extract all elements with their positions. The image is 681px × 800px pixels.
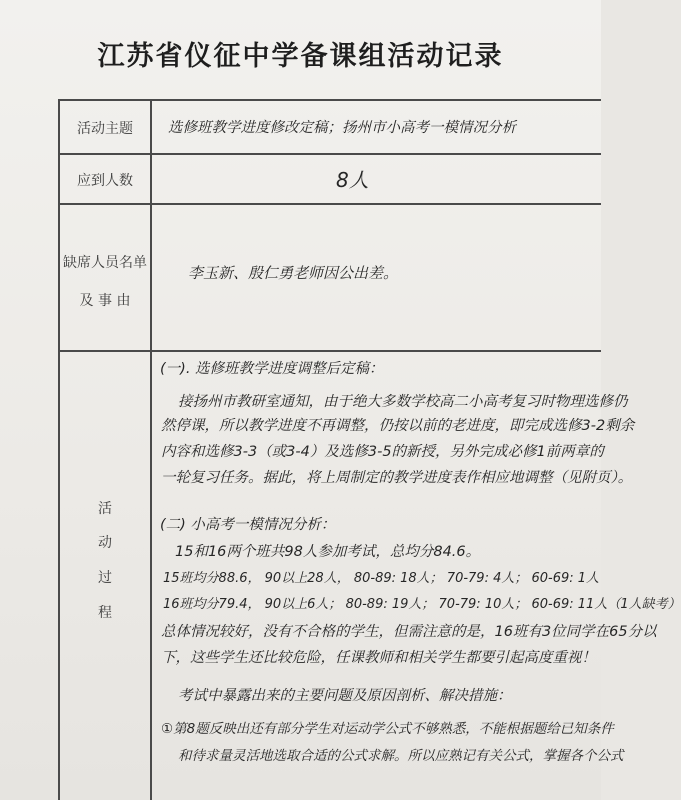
table-border-top: [58, 99, 601, 101]
absent-value: 李玉新、殷仁勇老师因公出差。: [188, 264, 399, 282]
process-label-char-1: 活: [98, 501, 112, 517]
expected-count-label: 应到人数: [77, 173, 133, 189]
process-line-1: (一). 选修班教学进度调整后定稿：: [160, 361, 384, 377]
table-divider-1: [58, 153, 601, 155]
process-line-2: 接扬州市教研室通知，由于绝大多数学校高二小高考复习时物理选修仍: [178, 394, 628, 410]
process-line-8: 15和16两个班共98人参加考试，总均分84.6。: [175, 544, 481, 560]
process-line-9: 15班均分88.6， 90以上28人， 80-89: 18人； 70-79: 4人； 60-69: 1人: [163, 571, 600, 586]
table-border-left: [58, 99, 60, 800]
table-column-divider: [150, 99, 152, 800]
process-line-11: 总体情况较好，没有不合格的学生，但需注意的是，16班有3位同学在65分以: [161, 624, 657, 640]
absent-list-label: 缺席人员名单: [63, 255, 147, 271]
process-line-15: 和待求量灵活地选取合适的公式求解。所以应熟记有关公式，掌握各个公式: [178, 748, 624, 764]
process-line-5: 一轮复习任务。据此，将上周制定的教学进度表作相应地调整（见附页）。: [161, 470, 633, 486]
page-title: 江苏省仪征中学备课组活动记录: [97, 41, 504, 72]
process-line-14: ①第8题反映出还有部分学生对运动学公式不够熟悉，不能根据题给已知条件: [161, 721, 614, 737]
process-line-3: 然停课，所以教学进度不再调整，仍按以前的老进度，即完成选修3-2剩余: [161, 418, 635, 434]
process-label-char-3: 过: [98, 570, 112, 586]
process-line-13: 考试中暴露出来的主要问题及原因剖析、解决措施：: [178, 688, 512, 704]
process-label-char-4: 程: [98, 605, 112, 621]
table-divider-3: [58, 350, 601, 352]
expected-count-value: 8人: [336, 168, 369, 192]
table-divider-2: [58, 203, 601, 205]
topic-value: 选修班教学进度修改定稿；扬州市小高考一模情况分析: [168, 120, 516, 136]
process-label-char-2: 动: [98, 535, 112, 551]
process-line-4: 内容和选修3-3（或3-4）及选修3-5的新授，另外完成必修1前两章的: [161, 444, 604, 460]
absent-reason-label: 及 事 由: [79, 293, 131, 309]
process-line-10: 16班均分79.4， 90以上6人； 80-89: 19人； 70-79: 10人； 60-69: 11人（1人缺考）: [163, 597, 681, 612]
process-line-7: (二) 小高考一模情况分析：: [160, 517, 336, 533]
topic-label: 活动主题: [77, 121, 133, 137]
process-line-12: 下，这些学生还比较危险，任课教师和相关学生都要引起高度重视！: [161, 650, 596, 666]
